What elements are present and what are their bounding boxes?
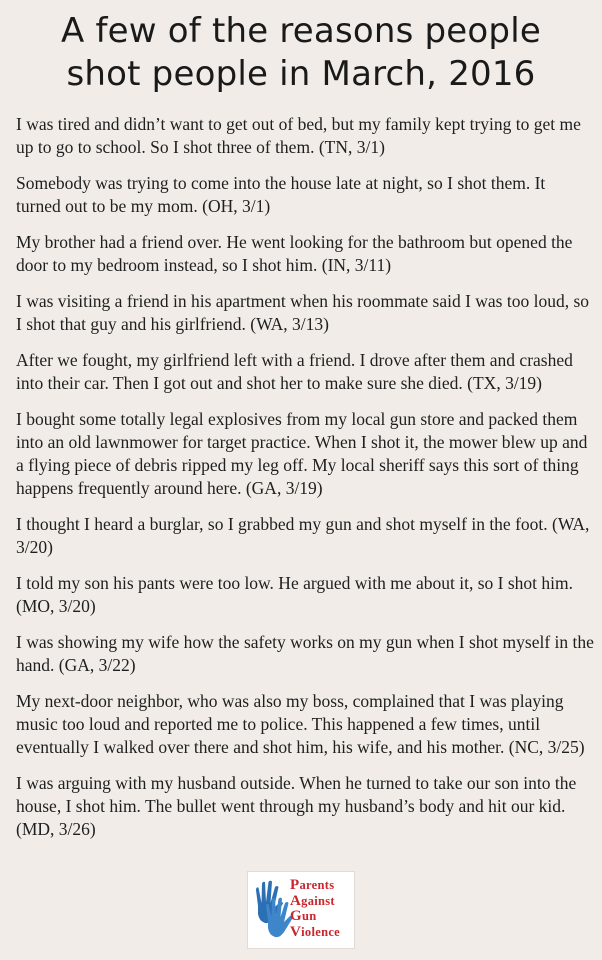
logo-text xyxy=(290,878,340,940)
parents-against-gun-violence-logo xyxy=(247,871,355,949)
list-item: I thought I heard a burglar, so I grabbed my gun and shot myself in the foot. (WA, 3/20) xyxy=(16,514,590,557)
list-item: I was visiting a friend in his apartment when his roommate said I was too loud, so I shot that guy and his girlfriend. (WA, 3/13) xyxy=(16,291,590,334)
reasons-list xyxy=(16,113,594,854)
logo-line: Violence xyxy=(290,923,341,940)
list-item: Somebody was trying to come into the house late at night, so I shot them. It turned out to be my mom. (OH, 3/1) xyxy=(16,173,546,216)
title-line-1: A few of the reasons people xyxy=(61,11,541,51)
logo-line: Parents xyxy=(290,877,335,893)
list-item: I told my son his pants were too low. He argued with me about it, so I shot him. (MO, 3/20) xyxy=(16,573,574,616)
list-item: I was showing my wife how the safety works on my gun when I shot myself in the hand. (GA, 3/22) xyxy=(16,632,594,675)
title-line-2: shot people in March, 2016 xyxy=(66,54,536,94)
list-item: I was arguing with my husband outside. When he turned to take our son into the house, I shot him. The bullet went through my husband’s body and hit our kid. (MD, 3/26) xyxy=(16,773,577,839)
list-item: My next-door neighbor, who was also my boss, complained that I was playing music too loud and reported me to police. This happened a few times, until eventually I walked over there and shot him, his wife, and his mother. (NC, 3/25) xyxy=(16,691,585,757)
list-item: After we fought, my girlfriend left with a friend. I drove after them and crashed into their car. Then I got out and shot her to make sure she died. (TX, 3/19) xyxy=(16,350,573,393)
list-item: I bought some totally legal explosives from my local gun store and packed them into an old lawnmower for target practice. When I shot it, the mower blew up and a flying piece of debris ripped my leg off. My local sheriff says this sort of thing happens frequently around here. (GA, 3/19) xyxy=(16,409,588,498)
list-item: I was tired and didn’t want to get out of bed, but my family kept trying to get me up to go to school. So I shot three of them. (TN, 3/1) xyxy=(16,114,581,157)
list-item: My brother had a friend over. He went looking for the bathroom but opened the door to my bedroom instead, so I shot him. (IN, 3/11) xyxy=(16,232,573,275)
logo-line: Against xyxy=(290,892,335,909)
logo-line: Gun xyxy=(290,908,317,924)
page-title xyxy=(0,10,602,96)
hands-icon xyxy=(254,876,294,942)
